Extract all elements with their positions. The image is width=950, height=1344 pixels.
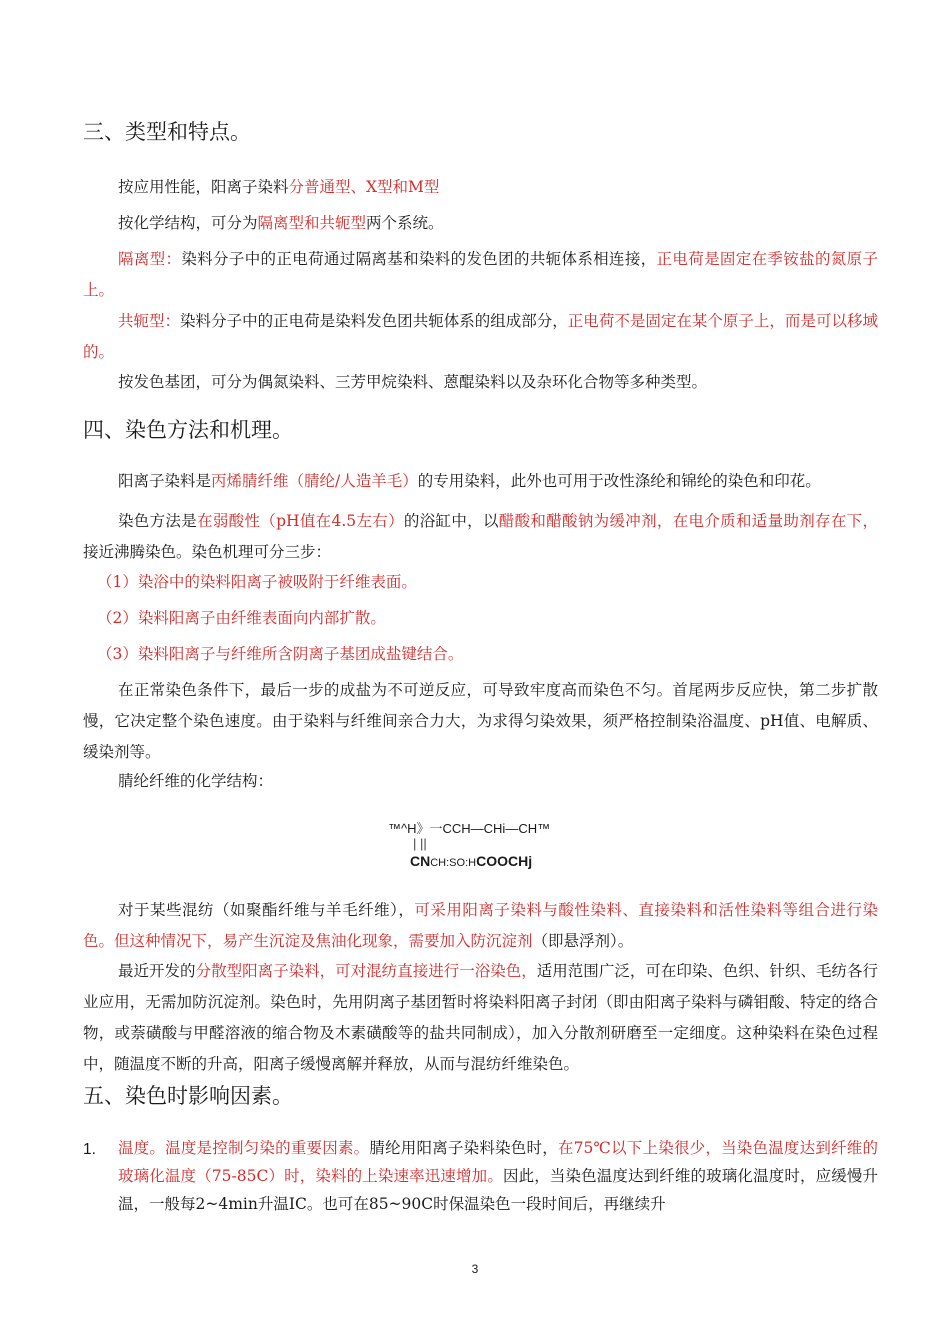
s5-list-item-temperature: 温度。温度是控制匀染的重要因素。腈纶用阳离子染料染色时，在75℃以下上染很少，当染色温度达到纤维的玻璃化温度（75-85C）时，染料的上染速率迅速增加。因此，当染色温度达到纤维的玻璃化温度时，应缓慢升温，一般每2~4min升温IC。也可在85~90C时保温染色一段时间后，再继续升 [118, 1139, 878, 1213]
s3-paragraph-conjugated-type: 共轭型：染料分子中的正电荷是染料发色团共轭体系的组成部分，正电荷不是固定在某个原子上，而是可以移域的。 [83, 312, 878, 361]
page-number: 3 [471, 1262, 479, 1276]
s3-paragraph-isolated-type: 隔离型：染料分子中的正电荷通过隔离基和染料的发色团的共轭体系相连接，正电荷是固定在季铵盐的氮原子上。 [83, 250, 878, 299]
section-4-heading: 四、染色方法和机理。 [83, 418, 293, 442]
formula-line-3: CNCH:SO:HCOOCHj [410, 853, 533, 869]
s3-paragraph-2: 按化学结构，可分为隔离型和共轭型两个系统。 [118, 214, 444, 232]
section-5-heading: 五、染色时影响因素。 [83, 1084, 293, 1108]
section-3-heading: 三、类型和特点。 [83, 120, 251, 144]
formula-line-1: ™^H》一CCH—CHi—CH™ [388, 821, 551, 836]
s4-paragraph-5: 对于某些混纺（如聚酯纤维与羊毛纤维），可采用阳离子染料与酸性染料、直接染料和活性染料等组合进行染色。但这种情况下，易产生沉淀及焦油化现象，需要加入防沉淀剂（即悬浮剂）。 [83, 901, 878, 950]
list-item-number: 1. [83, 1141, 96, 1158]
s4-paragraph-2: 染色方法是在弱酸性（pH值在4.5左右）的浴缸中，以醋酸和醋酸钠为缓冲剂，在电介质和适量助剂存在下，接近沸腾染色。染色机理可分三步： [83, 512, 878, 561]
s4-paragraph-1: 阳离子染料是丙烯腈纤维（腈纶/人造羊毛）的专用染料，此外也可用于改性涤纶和锦纶的染色和印花。 [118, 472, 821, 490]
s4-paragraph-3: 在正常染色条件下，最后一步的成盐为不可逆反应，可导致牢度高而染色不匀。首尾两步反应快，第二步扩散慢，它决定整个染色速度。由于染料与纤维间亲合力大，为求得匀染效果，须严格控制染浴温度、pH值、电解质、缓染剂等。 [83, 681, 878, 761]
formula-line-2: | || [413, 836, 427, 851]
dyeing-step-2: （2）染料阳离子由纤维表面向内部扩散。 [97, 609, 386, 627]
s3-paragraph-5: 按发色基团，可分为偶氮染料、三芳甲烷染料、蒽醌染料以及杂环化合物等多种类型。 [118, 373, 708, 391]
s4-paragraph-6: 最近开发的分散型阳离子染料，可对混纺直接进行一浴染色，适用范围广泛，可在印染、色织、针织、毛纺各行业应用，无需加防沉淀剂。染色时，先用阴离子基团暂时将染料阳离子封闭（即由阳离子染料与磷钼酸、特定的络合物，或萘磺酸与甲醛溶液的缩合物及木素磺酸等的盐共同制成），加入分散剂研磨至一定细度。这种染料在染色过程中，随温度不断的升高，阳离子缓慢离解并释放，从而与混纺纤维染色。 [83, 962, 878, 1073]
s4-paragraph-4: 腈纶纤维的化学结构： [118, 772, 274, 790]
s3-paragraph-1: 按应用性能，阳离子染料分普通型、X型和M型 [118, 178, 440, 196]
dyeing-step-1: （1）染浴中的染料阳离子被吸附于纤维表面。 [97, 573, 417, 591]
dyeing-step-3: （3）染料阳离子与纤维所含阴离子基团成盐键结合。 [97, 645, 464, 663]
